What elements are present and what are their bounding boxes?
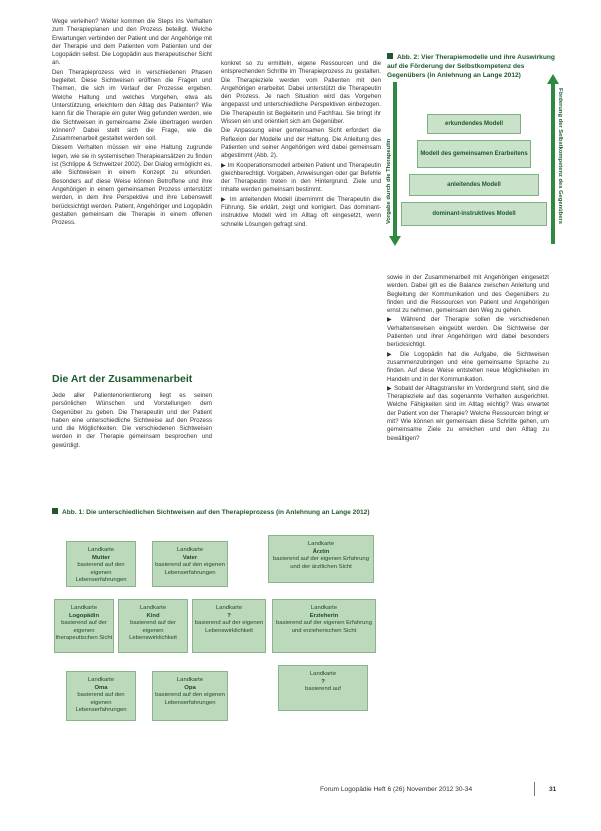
paragraph: Diesem Verhalten müssen wir eine Haltung zugrunde legen, wie sie in systemischen Therapieansätzen zu finden ist (Schlippe & Schweitzer 2002). Der Dialog ermöglicht es, alle Sichtweisen in einem Konzept zu erkunden. Besonders auf diese Weise können Betroffene und ihre Angehörigen in einem gemeinsamen Prozess unterstützt werden, in dem ihre Perspektive und ihre Lebenswelt berücksichtigt werden. Patient, Angehöriger und Logopädin gestalten gemeinsam die Therapie in einem offenen Prozess. bbox=[52, 144, 212, 227]
model-dominant: dominant-instruktives Modell bbox=[401, 202, 547, 226]
arrow-down-icon bbox=[389, 236, 401, 248]
map-box: Landkarte Erzieherin basierend auf der eigenen Erfahrung und erzieherischen Sicht bbox=[272, 599, 376, 653]
figure-2-caption: Abb. 2: Vier Therapiemodelle und ihre Auswirkung auf die Förderung der Selbstkompetenz des Gegenübers (in Anlehnung an Lange 2012) bbox=[387, 54, 555, 79]
paragraph: ▶ Sobald der Alltagstransfer im Vordergrund steht, sind die Therapieziele auf das sogenannte Verhalten ausgerichtet. Welche Fähigkeiten sind im Alltag wichtig? Was erwartet der Patient von der Therapie? Welche Ressourcen bringt er mit? Wie können wir gemeinsam diese Schritte gehen, um gemeinsame Ziele zu erreichen und den Alltag zu bewältigen? bbox=[387, 384, 549, 442]
page-number: 31 bbox=[549, 786, 557, 793]
map-box: Landkarte Opa basierend auf den eigenen Lebenserfahrungen bbox=[152, 671, 228, 721]
paragraph: Wege verleihen? Weiter kommen die Steps ins Verhalten zum Therapieplanen und den Prozess beteiligt. Welche Erwartungen verbinden der Patient und der Angehörige mit der Therapie und dem Patienten vom Patienten und der Logopädin selbst. Die Logopädin aus therapeutischer Sicht an. bbox=[52, 18, 212, 67]
right-axis-label: Förderung der Selbstkompetenz des Gegenübers bbox=[557, 88, 563, 224]
map-box: Landkarte Vater basierend auf den eigenen Lebenserfahrungen bbox=[152, 541, 228, 587]
text-column-left-lower bbox=[52, 392, 212, 451]
arrow-up-icon bbox=[547, 74, 559, 86]
model-exploring: erkundendes Modell bbox=[427, 114, 521, 134]
model-instructing: anleitendes Modell bbox=[409, 174, 539, 196]
section-heading: Die Art der Zusammenarbeit bbox=[52, 373, 193, 385]
caption-square-icon bbox=[52, 508, 58, 514]
paragraph: ▶ Während der Therapie sollen die verschiedenen Verhaltensweisen eingeübt werden. Die Sichtweise der Patienten und ihrer Angehörigen wird dabei besonders berücksichtigt. bbox=[387, 316, 549, 349]
caption-square-icon bbox=[387, 53, 393, 59]
figure-2-diagram bbox=[387, 74, 563, 260]
map-box: Landkarte ? basierend auf der eigenen Lebenswirklichkeit bbox=[192, 599, 266, 653]
text-column-middle bbox=[221, 60, 381, 230]
paragraph: sowie in der Zusammenarbeit mit Angehörigen eingesetzt werden. Dabei gilt es die Balance zwischen Anleitung und Begleitung der Kommunikation und des Gegenübers zu finden und die Ressourcen von Patient und Angehörigen ernst zu nehmen, gemeinsam den Weg zu gehen. bbox=[387, 274, 549, 315]
figure-1-diagram bbox=[52, 531, 378, 739]
left-axis-label: Vorgabe durch die Therapeutin bbox=[386, 138, 392, 224]
text-column-right bbox=[387, 274, 549, 444]
paragraph: ▶ Die Logopädin hat die Aufgabe, die Sichtweisen zusammenzubringen und eine gemeinsame Sprache zu finden. Auf diese Weise entstehen neue Möglichkeiten im Handeln und in der Kommunikation. bbox=[387, 350, 549, 383]
paragraph: ▶ Im anleitenden Modell übernimmt die Therapeutin die Führung. Sie erklärt, zeigt und korrigiert. Das dominant-instruktive Modell wird im Alltag oft eingesetzt, wenn schnelle Lösungen gefragt sind. bbox=[221, 195, 381, 228]
map-box: Landkarte Mutter basierend auf den eigenen Lebenserfahrungen bbox=[66, 541, 136, 587]
paragraph: ▶ Im Kooperationsmodell arbeiten Patient und Therapeutin gleichberechtigt. Vorgaben, Anweisungen oder gar Befehle der Therapeutin treten in den Hintergrund. Ziele und Inhalte werden gemeinsam bestimmt. bbox=[221, 161, 381, 194]
journal-footer: Forum Logopädie Heft 6 (26) November 2012 30-34 bbox=[320, 786, 473, 793]
right-arrow bbox=[551, 84, 555, 244]
map-box: Landkarte ? basierend auf bbox=[278, 665, 368, 711]
map-box: Landkarte Ärztin basierend auf der eigenen Erfahrung und der ärztlichen Sicht bbox=[268, 535, 374, 583]
text-column-left bbox=[52, 18, 212, 228]
footer-divider bbox=[534, 782, 535, 796]
map-box: Landkarte Logopädin basierend auf der eigenen therapeutischen Sicht bbox=[54, 599, 114, 653]
paragraph: Die Anpassung einer gemeinsamen Sicht erfordert die Reflexion der Modelle und der Haltung. Die Anleitung des Patienten und seiner Angehörigen wird dabei gemeinsam abgestimmt (Abb. 2). bbox=[221, 127, 381, 160]
figure-1-caption: Abb. 1: Die unterschiedlichen Sichtweisen auf den Therapieprozess (in Anlehnung an Lange 2012) bbox=[52, 508, 382, 517]
left-arrow bbox=[393, 82, 397, 242]
map-box: Landkarte Oma basierend auf den eigenen Lebenserfahrungen bbox=[66, 671, 136, 721]
model-joint: Modell des gemeinsamen Erarbeitens bbox=[417, 140, 531, 168]
paragraph: Den Therapieprozess wird in verschiedenen Phasen begleitet. Diese Sichtweisen eröffnen die Fragen und Themen, die sich im Verlauf der Prozesse ergeben. Welche Haltung und welches Vorgehen, etwa als Unterstützung, erleichtern den Alltag des Patienten? Wie kann für die Therapie ein guter Weg gefunden werden, wie die Sichtweisen in gemeinsame Ziele übertragen werden können? Dabei stellt sich die Frage, wie die Zusammenarbeit gestaltet werden soll. bbox=[52, 68, 212, 143]
map-box: Landkarte Kind basierend auf der eigenen Lebenswirklichkeit bbox=[118, 599, 188, 653]
paragraph: Jede aller Patientenorientierung liegt es seinen persönlichen Wünschen und Vorstellungen dem Gegenüber zu geben. Die Therapeutin und der Patient haben eine unterschiedliche Sichtweise auf den Prozess und die Möglichkeiten. Die verschiedenen Sichtweisen werden in der Therapie gemeinsam besprochen und gewürdigt. bbox=[52, 392, 212, 449]
paragraph: konkret so zu ermitteln, eigene Ressourcen und die entsprechenden Schritte im Therapieprozess zu gestalten. Die Therapieziele werden vom Patienten mit den Angehörigen erarbeitet. Dabei unterstützt die Therapeutin den Prozess. Je nach Situation wird das Vorgehen angepasst und unterschiedliche Perspektiven einbezogen. Die Therapeutin ist Begleiterin und Fachfrau. Sie bringt ihr Wissen ein und orientiert sich am Gegenüber. bbox=[221, 60, 381, 126]
